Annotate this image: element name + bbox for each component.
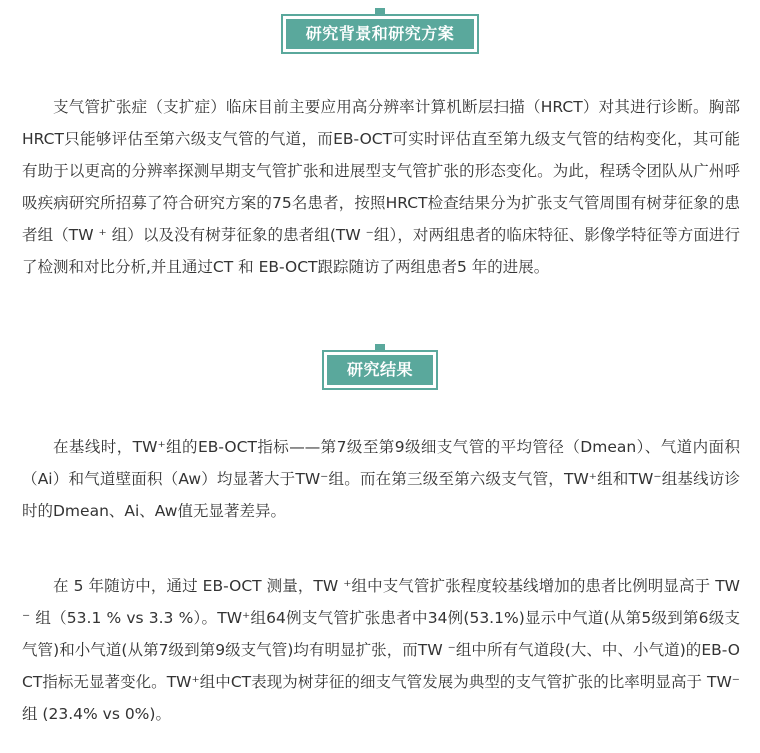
- section-heading-background: [0, 14, 760, 54]
- heading-title-results: 研究结果: [327, 355, 433, 385]
- heading-frame: [322, 350, 438, 390]
- paragraph-baseline-results: 在基线时，TW⁺组的EB-OCT指标——第7级至第9级细支气管的平均管径（Dmean）、气道内面积（Ai）和气道壁面积（Aw）均显著大于TW⁻组。而在第三级至第六级支气管，TW⁺组和TW⁻组基线访诊时的Dmean、Ai、Aw值无显著差异。: [22, 438, 740, 520]
- heading-top-tab: [375, 8, 385, 16]
- paragraph-background: 支气管扩张症（支扩症）临床目前主要应用高分辨率计算机断层扫描（HRCT）对其进行诊断。胸部 HRCT只能够评估至第六级支气管的气道，而EB-OCT可实时评估直至第九级支气管的结构变化，其可能有助于以更高的分辨率探测早期支气管扩张和进展型支气管扩张的形态变化。为此，程琇令团队从广州呼吸疾病研究所招募了符合研究方案的75名患者，按照HRCT检查结果分为扩张支气管周围有树芽征象的患者组（TW ⁺ 组）以及没有树芽征象的患者组(TW ⁻组），对两组患者的临床特征、影像学特征等方面进行了检测和对比分析,并且通过CT 和 EB-OCT跟踪随访了两组患者5 年的进展。: [22, 98, 740, 276]
- heading-title-background: 研究背景和研究方案: [286, 19, 475, 49]
- heading-top-tab: [375, 344, 385, 352]
- section-heading-results: [0, 350, 760, 390]
- paragraph-followup-results: 在 5 年随访中，通过 EB-OCT 测量，TW ⁺组中支气管扩张程度较基线增加的患者比例明显高于 TW⁻ 组（53.1 % vs 3.3 %）。TW⁺组64例支气管扩张患者中34例(53.1%)显示中气道(从第5级到第6级支气管)和小气道(从第7级到第9级支气管)均有明显扩张，而TW ⁻组中所有气道段(大、中、小气道)的EB-OCT指标无显著变化。TW⁺组中CT表现为树芽征的细支气管发展为典型的支气管扩张的比率明显高于 TW⁻ 组 (23.4% vs 0%)。: [22, 577, 740, 723]
- heading-frame: [281, 14, 480, 54]
